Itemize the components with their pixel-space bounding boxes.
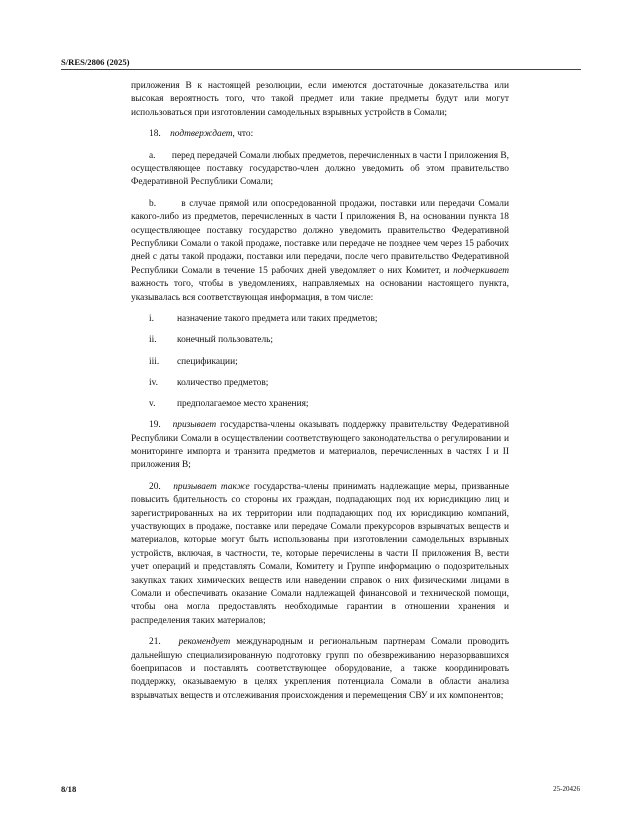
list-item-text: конечный пользователь; (177, 335, 274, 346)
subparagraph-a (131, 150, 509, 190)
paragraph-text: перед передачей Сомали любых предметов, перечисленных в части I приложения В, осуществляющее поставку государство-член должно уведомить об этом правительство Федеративной Республики Сомали; (131, 150, 509, 188)
list-item-text: спецификации; (177, 356, 238, 367)
list-item-text: назначение такого предмета или таких предметов; (177, 314, 378, 325)
document-code: 25-20426 (553, 785, 580, 793)
list-item (131, 377, 509, 390)
paragraph-number: 19. (149, 420, 161, 431)
paragraph-continuation (131, 80, 509, 120)
operative-verb: подтверждает (170, 129, 233, 140)
paragraph-18 (131, 128, 509, 141)
paragraph-19 (131, 419, 509, 473)
subparagraph-letter: b. (149, 198, 157, 209)
operative-verb: призывает также (173, 481, 250, 492)
operative-verb: рекомендует (178, 637, 231, 648)
header-rule (61, 69, 581, 70)
paragraph-21 (131, 636, 509, 703)
list-item-number: i. (149, 314, 154, 325)
paragraph-text: приложения В к настоящей резолюции, если имеются достаточные доказательства или высокая вероятность того, что такой предмет или такие предметы будут или могут использоваться при изготовлении самодельных взрывных устройств в Сомали; (131, 81, 509, 118)
paragraph-number: 21. (149, 637, 161, 648)
paragraph-number: 20. (149, 481, 161, 492)
document-body (131, 80, 509, 711)
paragraph-20 (131, 481, 509, 628)
list-item-number: iii. (149, 356, 160, 367)
list-item (131, 356, 509, 369)
subparagraph-b (131, 198, 509, 305)
list-item-number: iv. (149, 377, 159, 388)
list-item-text: количество предметов; (177, 377, 269, 388)
paragraph-text: важность того, чтобы в уведомлениях, направляемых на основании настоящего пункта, указывалась вся соответствующая информация, в том числе: (131, 279, 509, 303)
paragraph-text: международным и региональным партнерам Сомали проводить дальнейшую специализированную подготовку групп по обезвреживанию неразорвавшихся боеприпасов и поставлять соответствующее оборудование, а также координировать поддержку, оказываемую в целях укрепления потенциала Сомали в области анализа взрывчатых веществ и отслеживания происхождения и перемещения СВУ и их компонентов; (131, 637, 509, 701)
list-item (131, 398, 509, 411)
list-item-text: предполагаемое место хранения; (177, 398, 309, 409)
list-item (131, 313, 509, 326)
page-number: 8/18 (61, 784, 77, 794)
paragraph-text: государства-члены принимать надлежащие меры, призванные повысить бдительность со стороны их граждан, подпадающих под их юрисдикцию лиц и зарегистрированных на их территории или подпадающих под их юрисдикцию компаний, участвующих в продаже, поставке или передаче Сомали прекурсоров взрывчатых веществ и материалов, которые могут быть использованы при изготовлении самодельных взрывных устройств, включая, в частности, те, которые перечислены в части II приложения В, вести учет операций и представлять Сомали, Комитету и Группе информацию о подозрительных закупках таких химических веществ или наведении справок о них физическими лицами в Сомали и обеспечивать оказание Сомали надлежащей финансовой и технической помощи, чтобы она могла предоставлять необходимые гарантии в отношении хранения и распределения таких материалов; (131, 481, 509, 626)
list-item-number: v. (149, 398, 156, 409)
paragraph-text: , что: (232, 129, 254, 140)
list-item-number: ii. (149, 335, 157, 346)
paragraph-text: в случае прямой или опосредованной продажи, поставки или передачи Сомали какого-либо из предметов, перечисленных в части I приложения В, на основании пункта 18 осуществляющее поставку государство должно уведомить правительство Федеративной Республики Сомали о такой продаже, поставке или передаче не позднее чем через 15 рабочих дней с даты такой продажи, поставки или передачи, после чего правительство Федеративной Республики Сомали в течение 15 рабочих дней уведомляет о них Комитет, и (131, 198, 509, 276)
operative-verb: призывает (172, 420, 217, 431)
operative-verb: подчеркивает (453, 265, 509, 276)
list-item (131, 334, 509, 347)
document-symbol: S/RES/2806 (2025) (61, 57, 130, 67)
paragraph-number: 18. (149, 129, 161, 140)
paragraph-text: государства-члены оказывать поддержку правительству Федеративной Республики Сомали в осуществлении соответствующего законодательства о регулировании и мониторинге импорта и транзита предметов и материалов, перечисленных в частях I и II приложения В; (131, 420, 509, 471)
subparagraph-letter: a. (149, 150, 156, 161)
